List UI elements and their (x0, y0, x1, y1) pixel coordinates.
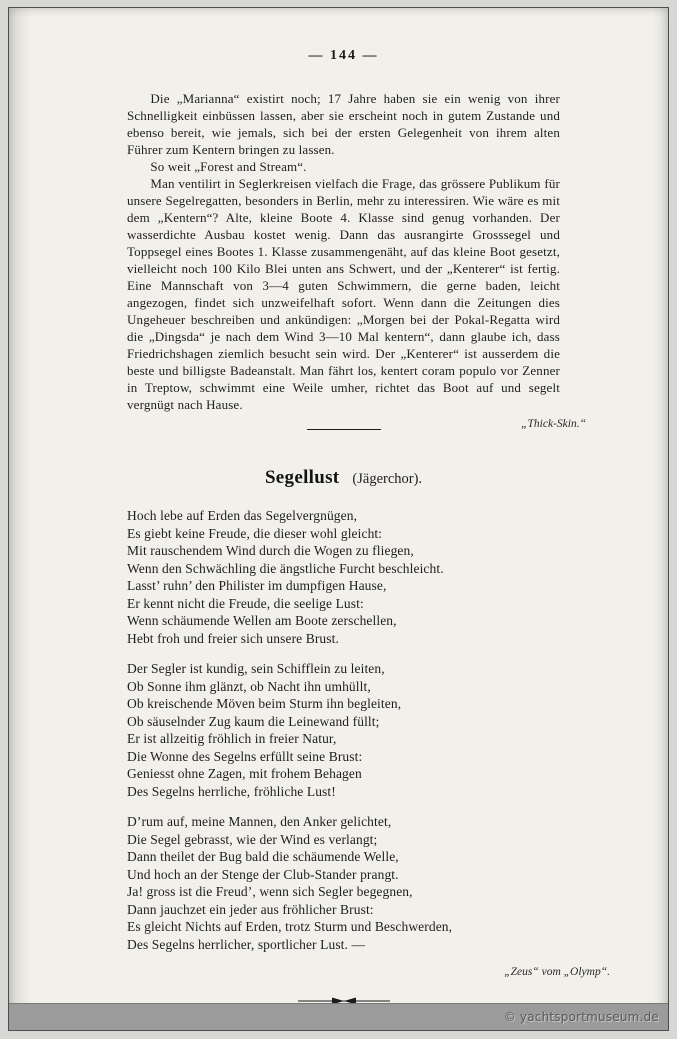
poem-line: Ob kreischende Möven beim Sturm ihn begleiten, (127, 696, 402, 711)
poem-line: Die Segel gebrasst, wie der Wind es verlangt; (127, 831, 378, 847)
poem-stanza-3 (127, 813, 560, 953)
poem-line: Ob Sonne ihm glänzt, ob Nacht ihn umhüllt, (127, 678, 371, 694)
poem-line: Es giebt keine Freude, die dieser wohl gleicht: (127, 525, 383, 541)
poem-line: Hoch lebe auf Erden das Segelvergnügen, (127, 508, 358, 523)
poem-line: Ja! gross ist die Freud’, wenn sich Segler begegnen, (127, 884, 413, 899)
poem-line: Er ist allzeitig fröhlich in freier Natur, (127, 731, 337, 746)
poem-title (127, 454, 560, 491)
poem-line: Dann jauchzet ein jeder aus fröhlicher Brust: (127, 901, 374, 917)
poem-line: Lasst’ ruhn’ den Philister im dumpfigen Hause, (127, 578, 387, 593)
page-number: — 144 — (308, 48, 379, 63)
separator-rule (307, 429, 381, 430)
poem-line: Es gleicht Nichts auf Erden, trotz Sturm und Beschwerden, (127, 919, 453, 934)
poem-line: Der Segler ist kundig, sein Schifflein zu leiten, (127, 661, 385, 676)
divider-ornament (127, 992, 560, 1003)
prose-section (127, 90, 560, 413)
divider-ornament-icon (298, 996, 390, 1003)
poem-line: Mit rauschendem Wind durch die Wogen zu fliegen, (127, 543, 414, 558)
paragraph: Die „Marianna“ existirt noch; 17 Jahre haben sie ein wenig von ihrer Schnelligkeit einbüssen lassen, aber sie erscheint noch in gutem Zustande und ebenso bereit, wie jemals, sich bei der ersten Gelegenheit von ihrem alten Führer zum Kentern bringen zu lassen. (127, 91, 560, 157)
poem-stanza-1 (127, 507, 560, 647)
page-content (9, 8, 668, 1003)
poem-line: Und hoch an der Stenge der Club-Stander prangt. (127, 866, 399, 882)
poem-attribution: „Zeus“ vom „Olymp“. (504, 966, 610, 978)
poem-line: Wenn den Schwächling die ängstliche Furcht beschleicht. (127, 560, 444, 576)
poem-stanza-2 (127, 660, 560, 800)
signature-row (127, 416, 586, 442)
watermark-text: © yachtsportmuseum.de (503, 1010, 659, 1024)
poem-line: Geniesst ohne Zagen, mit frohem Behagen (127, 766, 362, 781)
poem-line: Hebt froh und freier sich unsere Brust. (127, 630, 339, 646)
article-signature: „Thick-Skin.“ (521, 418, 586, 430)
poem-section (127, 507, 560, 953)
poem-title-main: Segellust (264, 467, 340, 488)
paragraph: Man ventilirt in Seglerkreisen vielfach die Frage, das grössere Publikum für unsere Segelregatten, besonders in Berlin, mehr zu interessiren. Wie wäre es mit dem „Kentern“? Alte, kleine Boote 4. Klasse sind genug vorhanden. Der wasserdichte Ausbau kostet wenig. Dann das ausrangirte Grosssegel und Toppsegel eines Bootes 1. Klasse zusammengenäht, auf das kleine Boot gesetzt, vielleicht noch 100 Kilo Blei unten ans Schwert, und der „Kenterer“ ist fertig. Eine Mannschaft von 3—4 guten Schwimmern, die gerne baden, leicht angezogen, findet sich unzweifelhaft sofort. Wenn dann die Zeitungen dies Ungeheuer beschreiben und ankündigen: „Morgen bei der Pokal-Regatta wird die „Dingsda“ je nach dem Wind 3—10 Mal kentern“, dann glaube ich, dass Friedrichshagen ziemlich besucht sein wird. Der „Kenterer“ ist ausserdem die beste und billigste Badeanstalt. Man fährt los, kentert coram populo vor Zenner in Treptow, schwimmt eine Weile umher, richtet das Boot auf und segelt vergnügt nach Hause. (127, 176, 560, 412)
scan-footer-band (9, 1003, 668, 1030)
scan-paper (8, 7, 669, 1031)
poem-line: Wenn schäumende Wellen am Boote zerschellen, (127, 613, 397, 628)
poem-line: Er kennt nicht die Freude, die seelige Lust: (127, 595, 364, 611)
poem-title-subtitle: (Jägerchor). (352, 471, 423, 487)
poem-line: Die Wonne des Segelns erfüllt seine Brust: (127, 748, 363, 764)
poem-line: Dann theilet der Bug bald die schäumende Welle, (127, 849, 399, 864)
poem-line: Des Segelns herrliche, fröhliche Lust! (127, 783, 336, 799)
poem-line: D’rum auf, meine Mannen, den Anker gelichtet, (127, 814, 392, 829)
paragraph: So weit „Forest and Stream“. (150, 159, 307, 174)
poem-line: Des Segelns herrlicher, sportlicher Lust. — (127, 936, 366, 952)
poem-line: Ob säuselnder Zug kaum die Leinewand füllt; (127, 713, 380, 729)
